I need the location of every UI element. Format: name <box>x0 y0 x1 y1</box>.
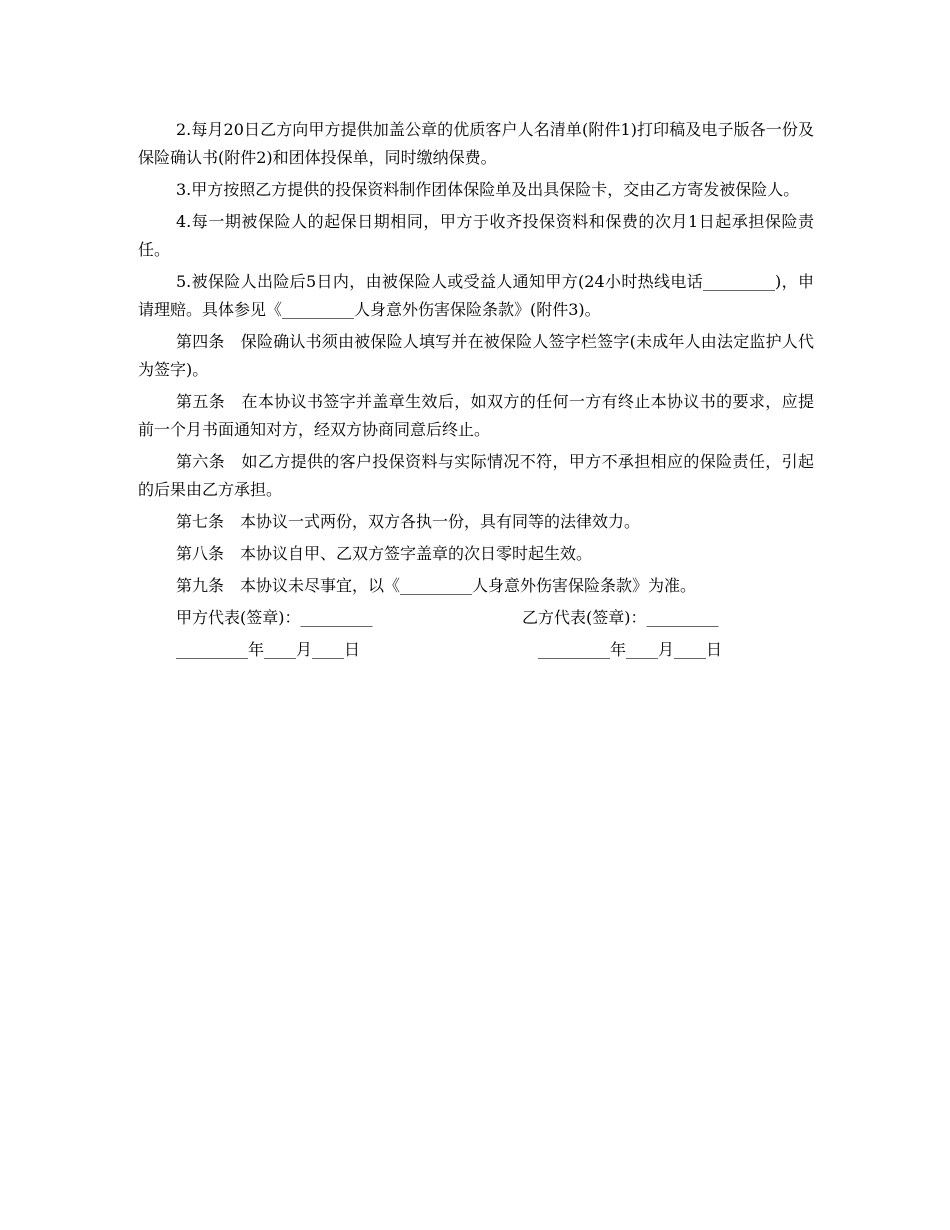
clause-item-2: 2.每月20日乙方向甲方提供加盖公章的优质客户人名清单(附件1)打印稿及电子版各一份及保险确认书(附件2)和团体投保单，同时缴纳保费。 <box>138 120 814 167</box>
article-9: 第九条 本协议未尽事宜，以《_________人身意外伤害保险条款》为准。 <box>176 576 697 595</box>
document-body <box>138 116 814 664</box>
party-b-date: _________年____月____日 <box>538 640 723 659</box>
clause-item-5: 5.被保险人出险后5日内，由被保险人或受益人通知甲方(24小时热线电话_________)，申请理赔。具体参见《_________人身意外伤害保险条款》(附件3)。 <box>138 272 814 319</box>
signature-row <box>138 604 814 632</box>
article-4: 第四条 保险确认书须由被保险人填写并在被保险人签字栏签字(未成年人由法定监护人代为签字)。 <box>138 332 814 379</box>
party-a-signature: 甲方代表(签章)：_________ <box>176 608 373 627</box>
clause-item-3: 3.甲方按照乙方提供的投保资料制作团体保险单及出具保险卡，交由乙方寄发被保险人。 <box>176 180 800 199</box>
party-b-signature: 乙方代表(签章)：_________ <box>522 608 719 627</box>
date-row <box>138 636 814 664</box>
article-7: 第七条 本协议一式两份，双方各执一份，具有同等的法律效力。 <box>176 512 641 531</box>
clause-item-4: 4.每一期被保险人的起保日期相同，甲方于收齐投保资料和保费的次月1日起承担保险责任。 <box>138 212 814 259</box>
party-a-date: _________年____月____日 <box>176 640 361 659</box>
article-5: 第五条 在本协议书签字并盖章生效后，如双方的任何一方有终止本协议书的要求，应提前一个月书面通知对方，经双方协商同意后终止。 <box>138 392 814 439</box>
article-6: 第六条 如乙方提供的客户投保资料与实际情况不符，甲方不承担相应的保险责任，引起的后果由乙方承担。 <box>138 452 814 499</box>
article-8: 第八条 本协议自甲、乙双方签字盖章的次日零时起生效。 <box>176 544 593 563</box>
